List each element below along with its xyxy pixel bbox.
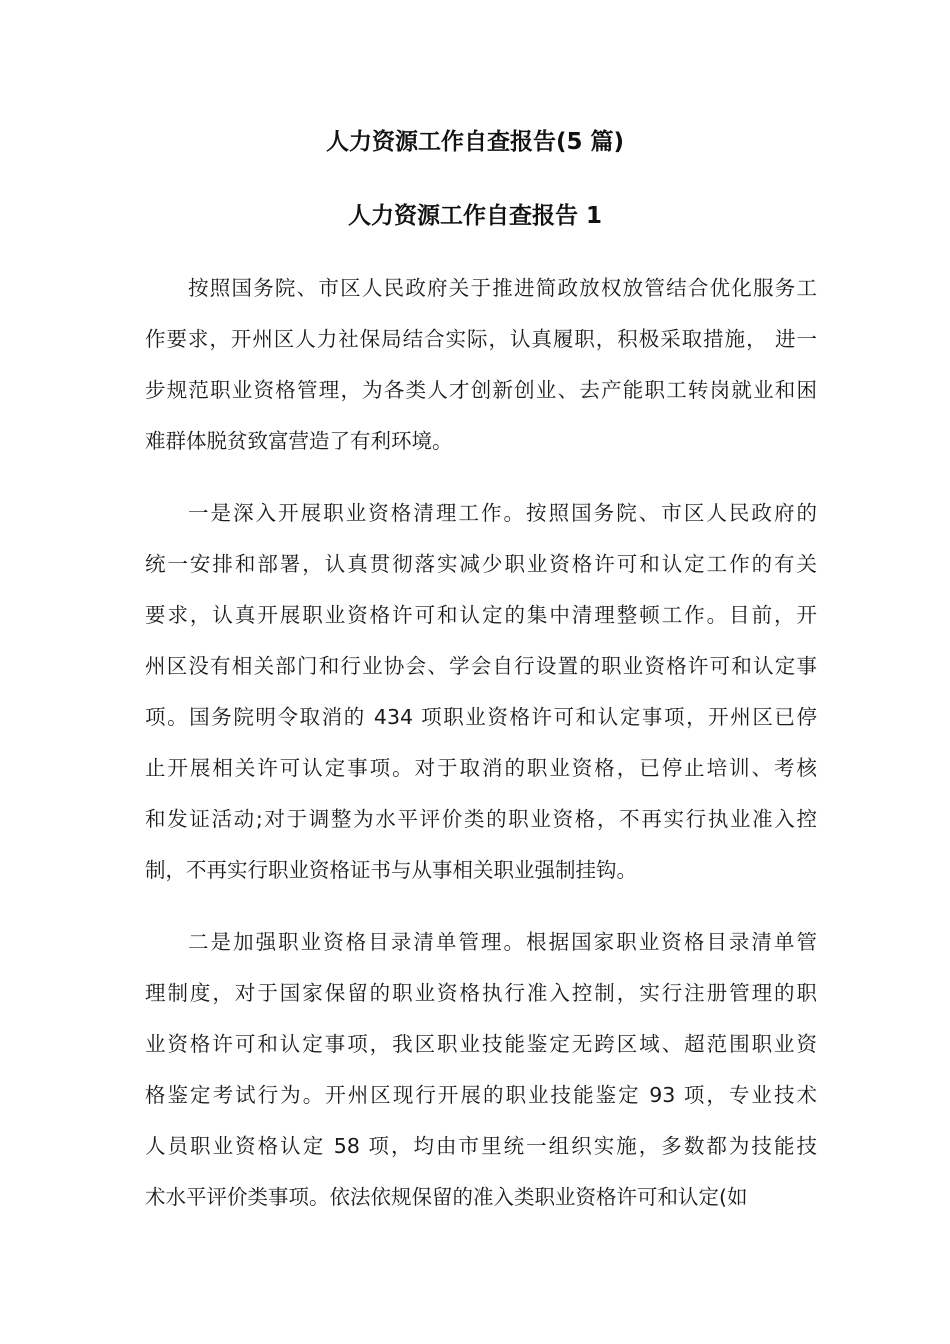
paragraph-line: 和发证活动;对于调整为水平评价类的职业资格，不再实行执业准入控 [145,807,817,831]
paragraph-line: 作要求，开州区人力社保局结合实际，认真履职，积极采取措施， 进一 [145,327,817,351]
paragraph-section-two [145,926,817,1232]
paragraph-line: 格鉴定考试行为。开州区现行开展的职业技能鉴定 93 项，专业技术 [145,1083,817,1107]
paragraph-line: 要求，认真开展职业资格许可和认定的集中清理整顿工作。目前，开 [145,603,817,627]
paragraph-line: 步规范职业资格管理，为各类人才创新创业、去产能职工转岗就业和困 [145,378,817,402]
paragraph-intro [145,272,817,476]
paragraph-line: 按照国务院、市区人民政府关于推进简政放权放管结合优化服务工 [188,276,817,300]
paragraph-line: 二是加强职业资格目录清单管理。根据国家职业资格目录清单管 [188,930,817,954]
paragraph-line: 制，不再实行职业资格证书与从事相关职业强制挂钩。 [145,858,637,882]
paragraph-line: 一是深入开展职业资格清理工作。按照国务院、市区人民政府的 [188,501,817,525]
paragraph-line: 项。国务院明令取消的 434 项职业资格许可和认定事项，开州区已停 [145,705,817,729]
paragraph-line: 人员职业资格认定 58 项，均由市里统一组织实施，多数都为技能技 [145,1134,817,1158]
paragraph-section-one [145,497,817,905]
paragraph-line: 州区没有相关部门和行业协会、学会自行设置的职业资格许可和认定事 [145,654,817,678]
paragraph-line: 业资格许可和认定事项，我区职业技能鉴定无跨区域、超范围职业资 [145,1032,817,1056]
paragraph-line: 难群体脱贫致富营造了有利环境。 [145,429,453,453]
paragraph-line: 统一安排和部署，认真贯彻落实减少职业资格许可和认定工作的有关 [145,552,817,576]
document-title: 人力资源工作自查报告(5 篇) [325,129,625,155]
paragraph-line: 理制度，对于国家保留的职业资格执行准入控制，实行注册管理的职 [145,981,817,1005]
paragraph-line: 止开展相关许可认定事项。对于取消的职业资格，已停止培训、考核 [145,756,817,780]
section-heading: 人力资源工作自查报告 1 [347,203,602,229]
paragraph-line: 术水平评价类事项。依法依规保留的准入类职业资格许可和认定(如 [145,1185,748,1209]
